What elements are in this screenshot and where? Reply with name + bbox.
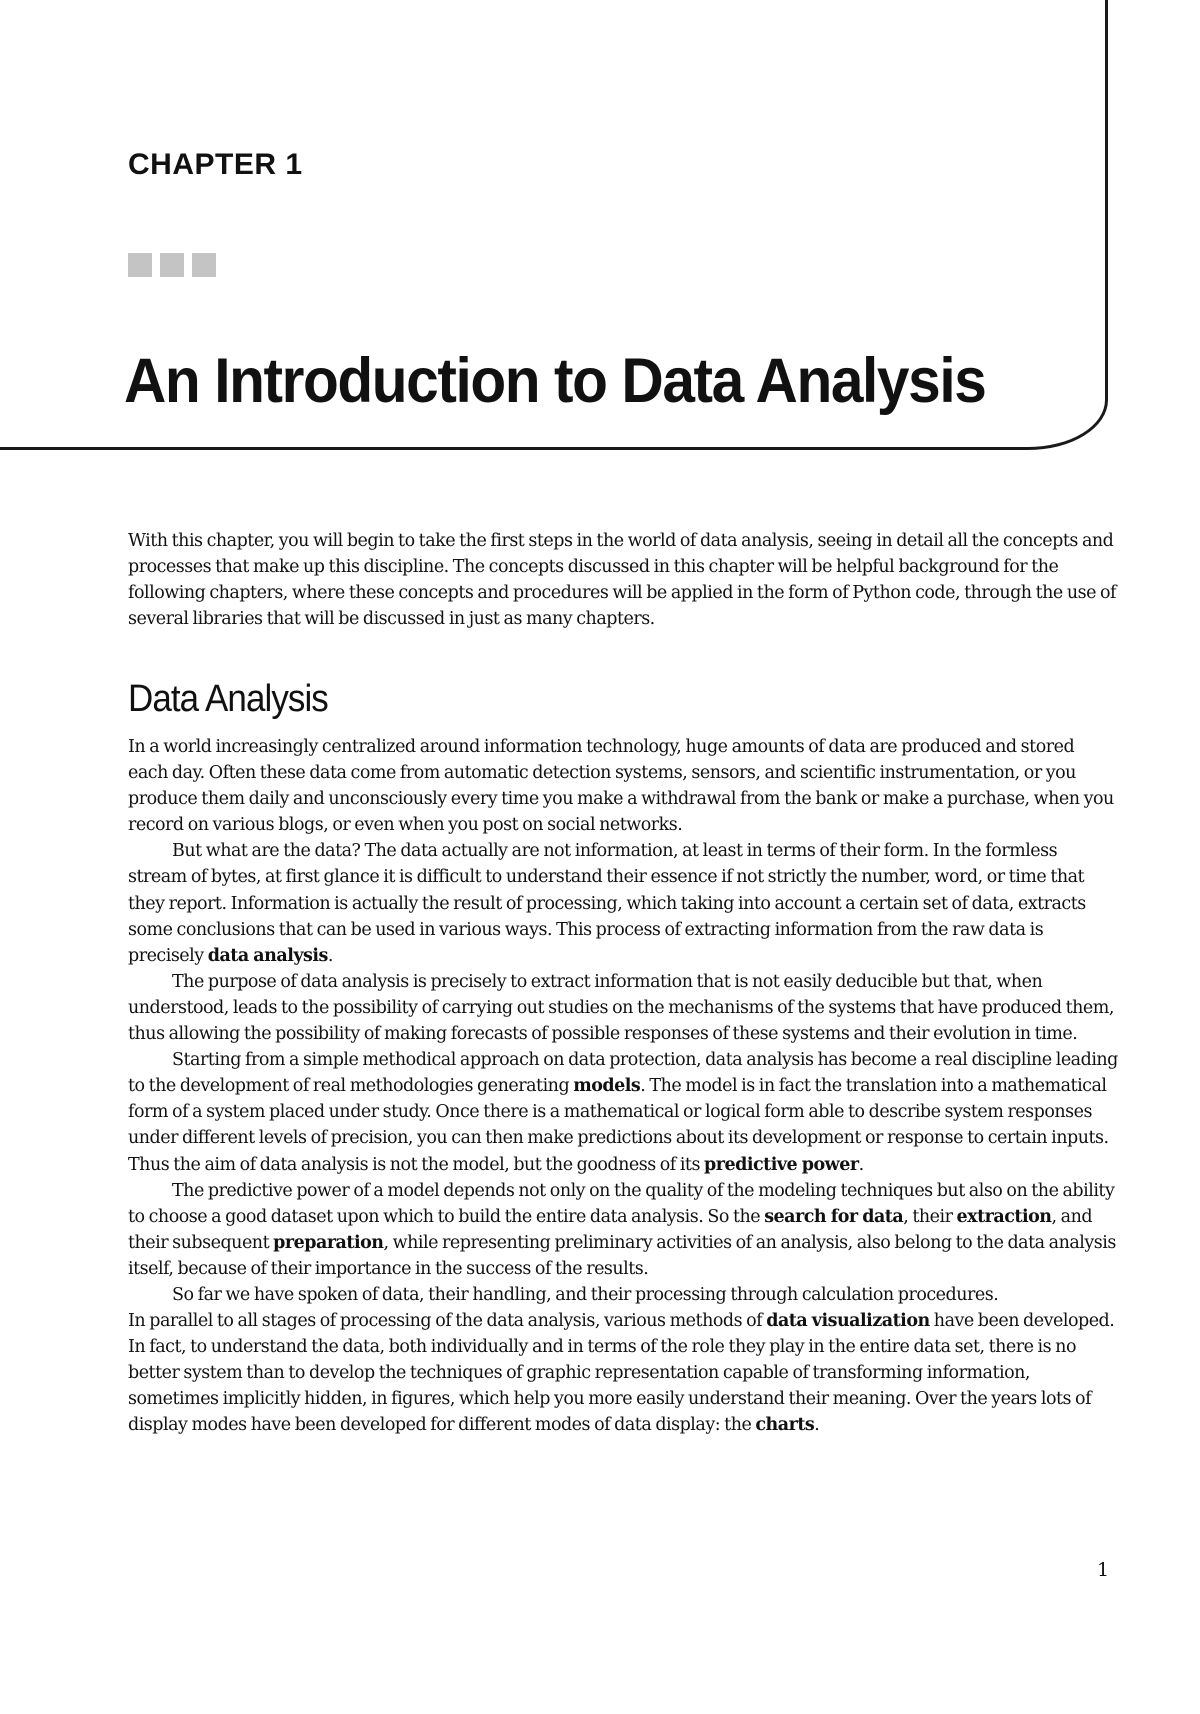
paragraph-3: The purpose of data analysis is precisely to extract information that is not easily deducible but that, when understood, leads to the possibility of carrying out studies on the mechanisms of the systems that have produced them, thus allowing the possibility of making forecasts of possible responses of these systems and their evolution in time. — [128, 971, 1114, 1045]
text-run: . The model is in fact the translation into a mathematical form of a system placed under study. Once there is a mathematical or logical form able to describe system responses under different levels of precision, you can then make predictions about its development or response to certain inputs. Thus the aim of data analysis is not the model, but the goodness of its — [128, 1076, 1109, 1175]
term-extraction: extraction — [956, 1206, 1052, 1227]
term-predictive-power: predictive power — [704, 1154, 859, 1175]
paragraph-1: In a world increasingly centralized around information technology, huge amounts of data are produced and stored each day. Often these data come from automatic detection systems, sensors, and scientific instrumentation, or you produce them daily and unconsciously every time you make a withdrawal from the bank or make a purchase, when you record on various blogs, or even when you post on social networks. — [128, 737, 1114, 836]
term-charts: charts — [755, 1415, 815, 1436]
section-heading: Data Analysis — [128, 678, 328, 720]
chapter-label: CHAPTER 1 — [128, 148, 303, 181]
intro-paragraph: With this chapter, you will begin to take the first steps in the world of data analysis, seeing in detail all the concepts and processes that make up this discipline. The concepts discussed in this chapter will be helpful background for the following chapters, where these concepts and procedures will be applied in the form of Python code, through the use of several libraries that will be discussed in just as many chapters. — [128, 531, 1117, 630]
term-data-visualization: data visualization — [766, 1311, 930, 1332]
text-run: The predictive power of a model depends not only on the quality of the modeling techniques but also on the ability to choose a good dataset upon which to build the entire data analysis. So the — [128, 1180, 1115, 1227]
term-preparation: preparation — [273, 1232, 384, 1253]
paragraph-2 — [128, 838, 1118, 968]
paragraph-5 — [128, 1178, 1118, 1282]
text-run: . — [327, 945, 333, 966]
chapter-title: An Introduction to Data Analysis — [124, 346, 986, 416]
chapter-intro — [128, 528, 1118, 632]
text-run: , their — [903, 1206, 957, 1227]
text-run: Starting from a simple methodical approach on data protection, data analysis has become a real discipline leading to the development of real methodologies generating — [128, 1050, 1118, 1097]
text-run: , and their subsequent — [128, 1206, 1093, 1253]
term-data-analysis: data analysis — [207, 945, 328, 966]
paragraph-7 — [128, 1308, 1118, 1438]
chapter-ornament — [128, 253, 216, 277]
text-run: . — [814, 1415, 820, 1436]
text-run: But what are the data? The data actually are not information, at least in terms of their form. In the formless stream of bytes, at first glance it is difficult to understand their essence if not strictly the number, word, or time that they report. Information is actually the result of processing, which taking into account a certain set of data, extracts some conclusions that can be used in various ways. This process of extracting information from the raw data is precisely — [128, 841, 1086, 966]
ornament-square — [192, 253, 216, 277]
page-number: 1 — [1097, 1559, 1110, 1581]
ornament-square — [160, 253, 184, 277]
text-run: have been developed. In fact, to understand the data, both individually and in terms of the role they play in the entire data set, there is no better system than to develop the techniques of graphic representation capable of transforming information, sometimes implicitly hidden, in figures, which help you more easily understand their meaning. Over the years lots of display modes have been developed for different modes of data display: the — [128, 1311, 1115, 1436]
ornament-square — [128, 253, 152, 277]
section-body — [128, 734, 1118, 1439]
term-models: models — [573, 1076, 641, 1097]
term-search-for-data: search for data — [764, 1206, 904, 1227]
text-run: In parallel to all stages of processing of the data analysis, various methods of — [128, 1311, 767, 1332]
paragraph-6: So far we have spoken of data, their handling, and their processing through calculation procedures. — [172, 1284, 999, 1305]
paragraph-4 — [128, 1047, 1118, 1177]
text-run: , while representing preliminary activities of an analysis, also belong to the data analysis itself, because of their importance in the success of the results. — [128, 1232, 1116, 1279]
text-run: . — [858, 1154, 864, 1175]
